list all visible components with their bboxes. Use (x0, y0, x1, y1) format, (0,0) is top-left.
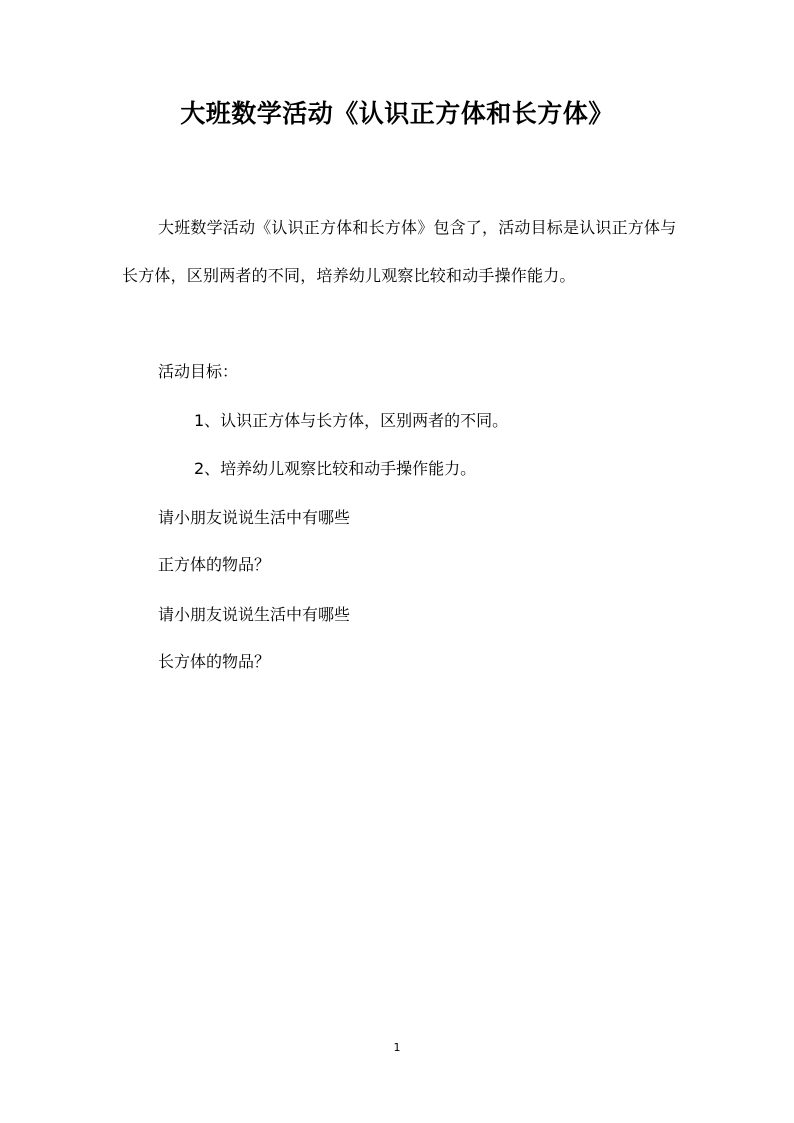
goals-heading: 活动目标： (158, 362, 239, 381)
question-line-1: 请小朋友说说生活中有哪些 (158, 508, 351, 527)
goal-item-2: 2、培养幼儿观察比较和动手操作能力。 (194, 459, 477, 478)
intro-paragraph: 大班数学活动《认识正方体和长方体》包含了，活动目标是认识正方体与长方体，区别两者的不同，培养幼儿观察比较和动手操作能力。 (122, 218, 677, 285)
question-line-2: 正方体的物品？ (158, 555, 271, 574)
question-line-4: 长方体的物品？ (158, 652, 271, 671)
question-line-3: 请小朋友说说生活中有哪些 (158, 605, 351, 624)
page-number: 1 (393, 1041, 401, 1054)
goal-item-1: 1、认识正方体与长方体，区别两者的不同。 (194, 411, 509, 430)
document-title: 大班数学活动《认识正方体和长方体》 (180, 99, 614, 128)
